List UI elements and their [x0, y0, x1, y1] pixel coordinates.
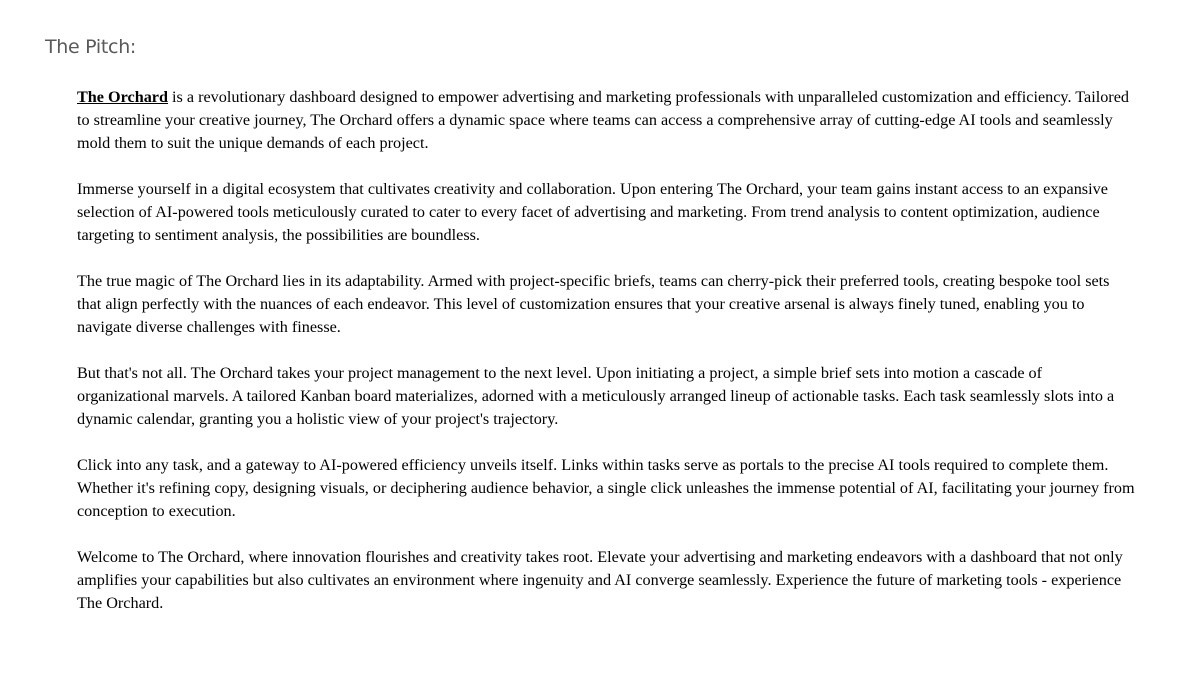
paragraph-ecosystem: Immerse yourself in a digital ecosystem that cultivates creativity and collaboration. Upon entering The Orchard, your team gains instant access to an expansive selection of AI-powered tools meticulously curated to cater to every facet of advertising and marketing. From trend analysis to content optimization, audience targeting to sentiment analysis, the possibilities are boundless. [77, 180, 1108, 244]
paragraph-task-links: Click into any task, and a gateway to AI-powered efficiency unveils itself. Links within tasks serve as portals to the precise AI tools required to complete them. Whether it's refining copy, designing visuals, or deciphering audience behavior, a single click unleashes the immense potential of AI, facilitating your journey from conception to execution. [77, 456, 1135, 520]
slide-body [77, 86, 1137, 638]
paragraph-closing: Welcome to The Orchard, where innovation flourishes and creativity takes root. Elevate your advertising and marketing endeavors with a dashboard that not only amplifies your capabilities but also cultivates an environment where ingenuity and AI converge seamlessly. Experience the future of marketing tools - experience The Orchard. [77, 548, 1123, 612]
paragraph-intro-text: is a revolutionary dashboard designed to empower advertising and marketing professionals with unparalleled customization and efficiency. Tailored to streamline your creative journey, The Orchard offers a dynamic space where teams can access a comprehensive array of cutting-edge AI tools and seamlessly mold them to suit the unique demands of each project. [77, 88, 1129, 152]
product-name: The Orchard [77, 88, 168, 106]
paragraph-intro [77, 86, 1137, 155]
paragraph-adaptability: The true magic of The Orchard lies in its adaptability. Armed with project-specific briefs, teams can cherry-pick their preferred tools, creating bespoke tool sets that align perfectly with the nuances of each endeavor. This level of customization ensures that your creative arsenal is always finely tuned, enabling you to navigate diverse challenges with finesse. [77, 272, 1110, 336]
slide-title: The Pitch: [45, 36, 137, 58]
paragraph-project-management: But that's not all. The Orchard takes your project management to the next level. Upon initiating a project, a simple brief sets into motion a cascade of organizational marvels. A tailored Kanban board materializes, adorned with a meticulously arranged lineup of actionable tasks. Each task seamlessly slots into a dynamic calendar, granting you a holistic view of your project's trajectory. [77, 364, 1115, 428]
